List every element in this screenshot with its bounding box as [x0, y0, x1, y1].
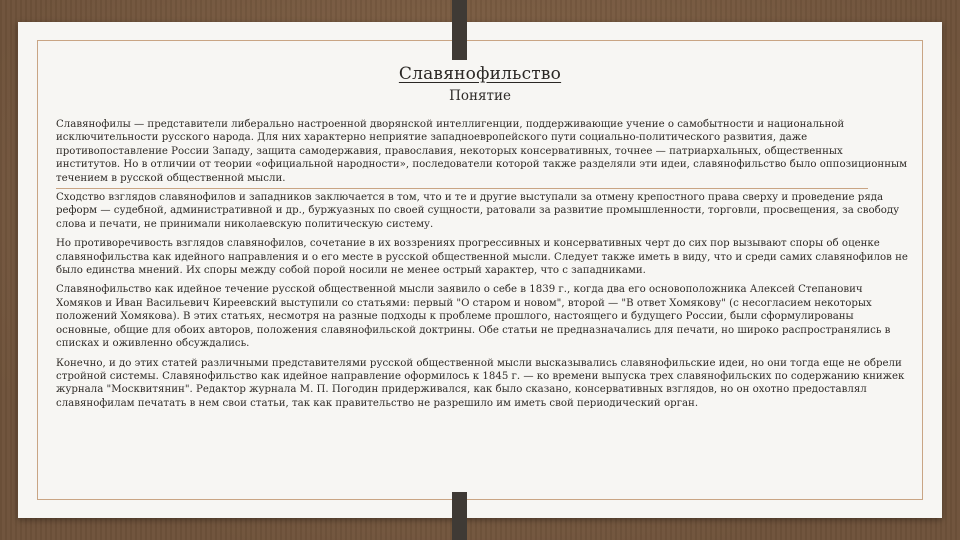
top-peg-decoration: [452, 0, 467, 60]
slide-subtitle: Понятие: [449, 88, 511, 104]
bottom-peg-decoration: [452, 492, 467, 540]
slide: [18, 22, 942, 518]
paragraph-similarity: Сходство взглядов славянофилов и западников заключается в том, что и те и другие выступали за отмену крепостного права сверху и проведение ряда реформ — судебной, административной и др., буржуазных по своей сущности, ратовали за развитие промышленности, торговли, просвещения, за свободу слова и печати, не принимали николаевскую политическую систему.: [56, 192, 900, 230]
paragraph-origin-1839: Славянофильство как идейное течение русской общественной мысли заявило о себе в 1839 г., когда два его основоположника Алексей Степанович Хомяков и Иван Васильевич Киреевский выступили со статьями: первый "О старом и новом", второй — "В ответ Хомякову" (с несогласием некоторых положений Хомякова). В этих статьях, несмотря на разные подходы к проблеме прошлого, настоящего и будущего России, были сформулированы основные, общие для обоих авторов, положения славянофильской доктрины. Обе статьи не предназначались для печати, но широко распространялись в списках и оживленно обсуждались.: [56, 284, 891, 350]
paragraph-contradictions: Но противоречивость взглядов славянофилов, сочетание в их воззрениях прогрессивных и консервативных черт до сих пор вызывают споры об оценке славянофильства как идейного направления и о его месте в русской общественной мысли. Следует также иметь в виду, что и среди самих славянофилов не было единства мнений. Их споры между собой порой носили не менее острый характер, что с западниками.: [56, 238, 908, 277]
paragraph-formation-1845: Конечно, и до этих статей различными представителями русской общественной мысли высказывались славянофильские идеи, но они тогда еще не обрели стройной системы. Славянофильство как идейное направление оформилось к 1845 г. — ко времени выпуска трех славянофильских по содержанию книжек журнала "Москвитянин". Редактор журнала М. П. Погодин придерживался, как было сказано, консервативных взглядов, но он охотно предоставлял славянофилам печатать в нем свои статьи, так как правительство не разрешило им иметь свой периодический орган.: [56, 357, 905, 409]
slide-body: [56, 118, 908, 416]
paragraph-definition: Славянофилы — представители либерально настроенной дворянской интеллигенции, поддерживающие учение о самобытности и национальной исключительности русского народа. Для них характерно неприятие западноевропейского пути социально-политического развития, даже противопоставление России Западу, защита самодержавия, православия, некоторых консервативных, точнее — патриархальных, общественных институтов. Но в отличии от теории «официальной народности», последователи которой также разделяли эти идеи, славянофильство было оппозиционным течением в русской общественной мысли.: [56, 119, 908, 184]
slide-title: Славянофильство: [398, 64, 562, 84]
